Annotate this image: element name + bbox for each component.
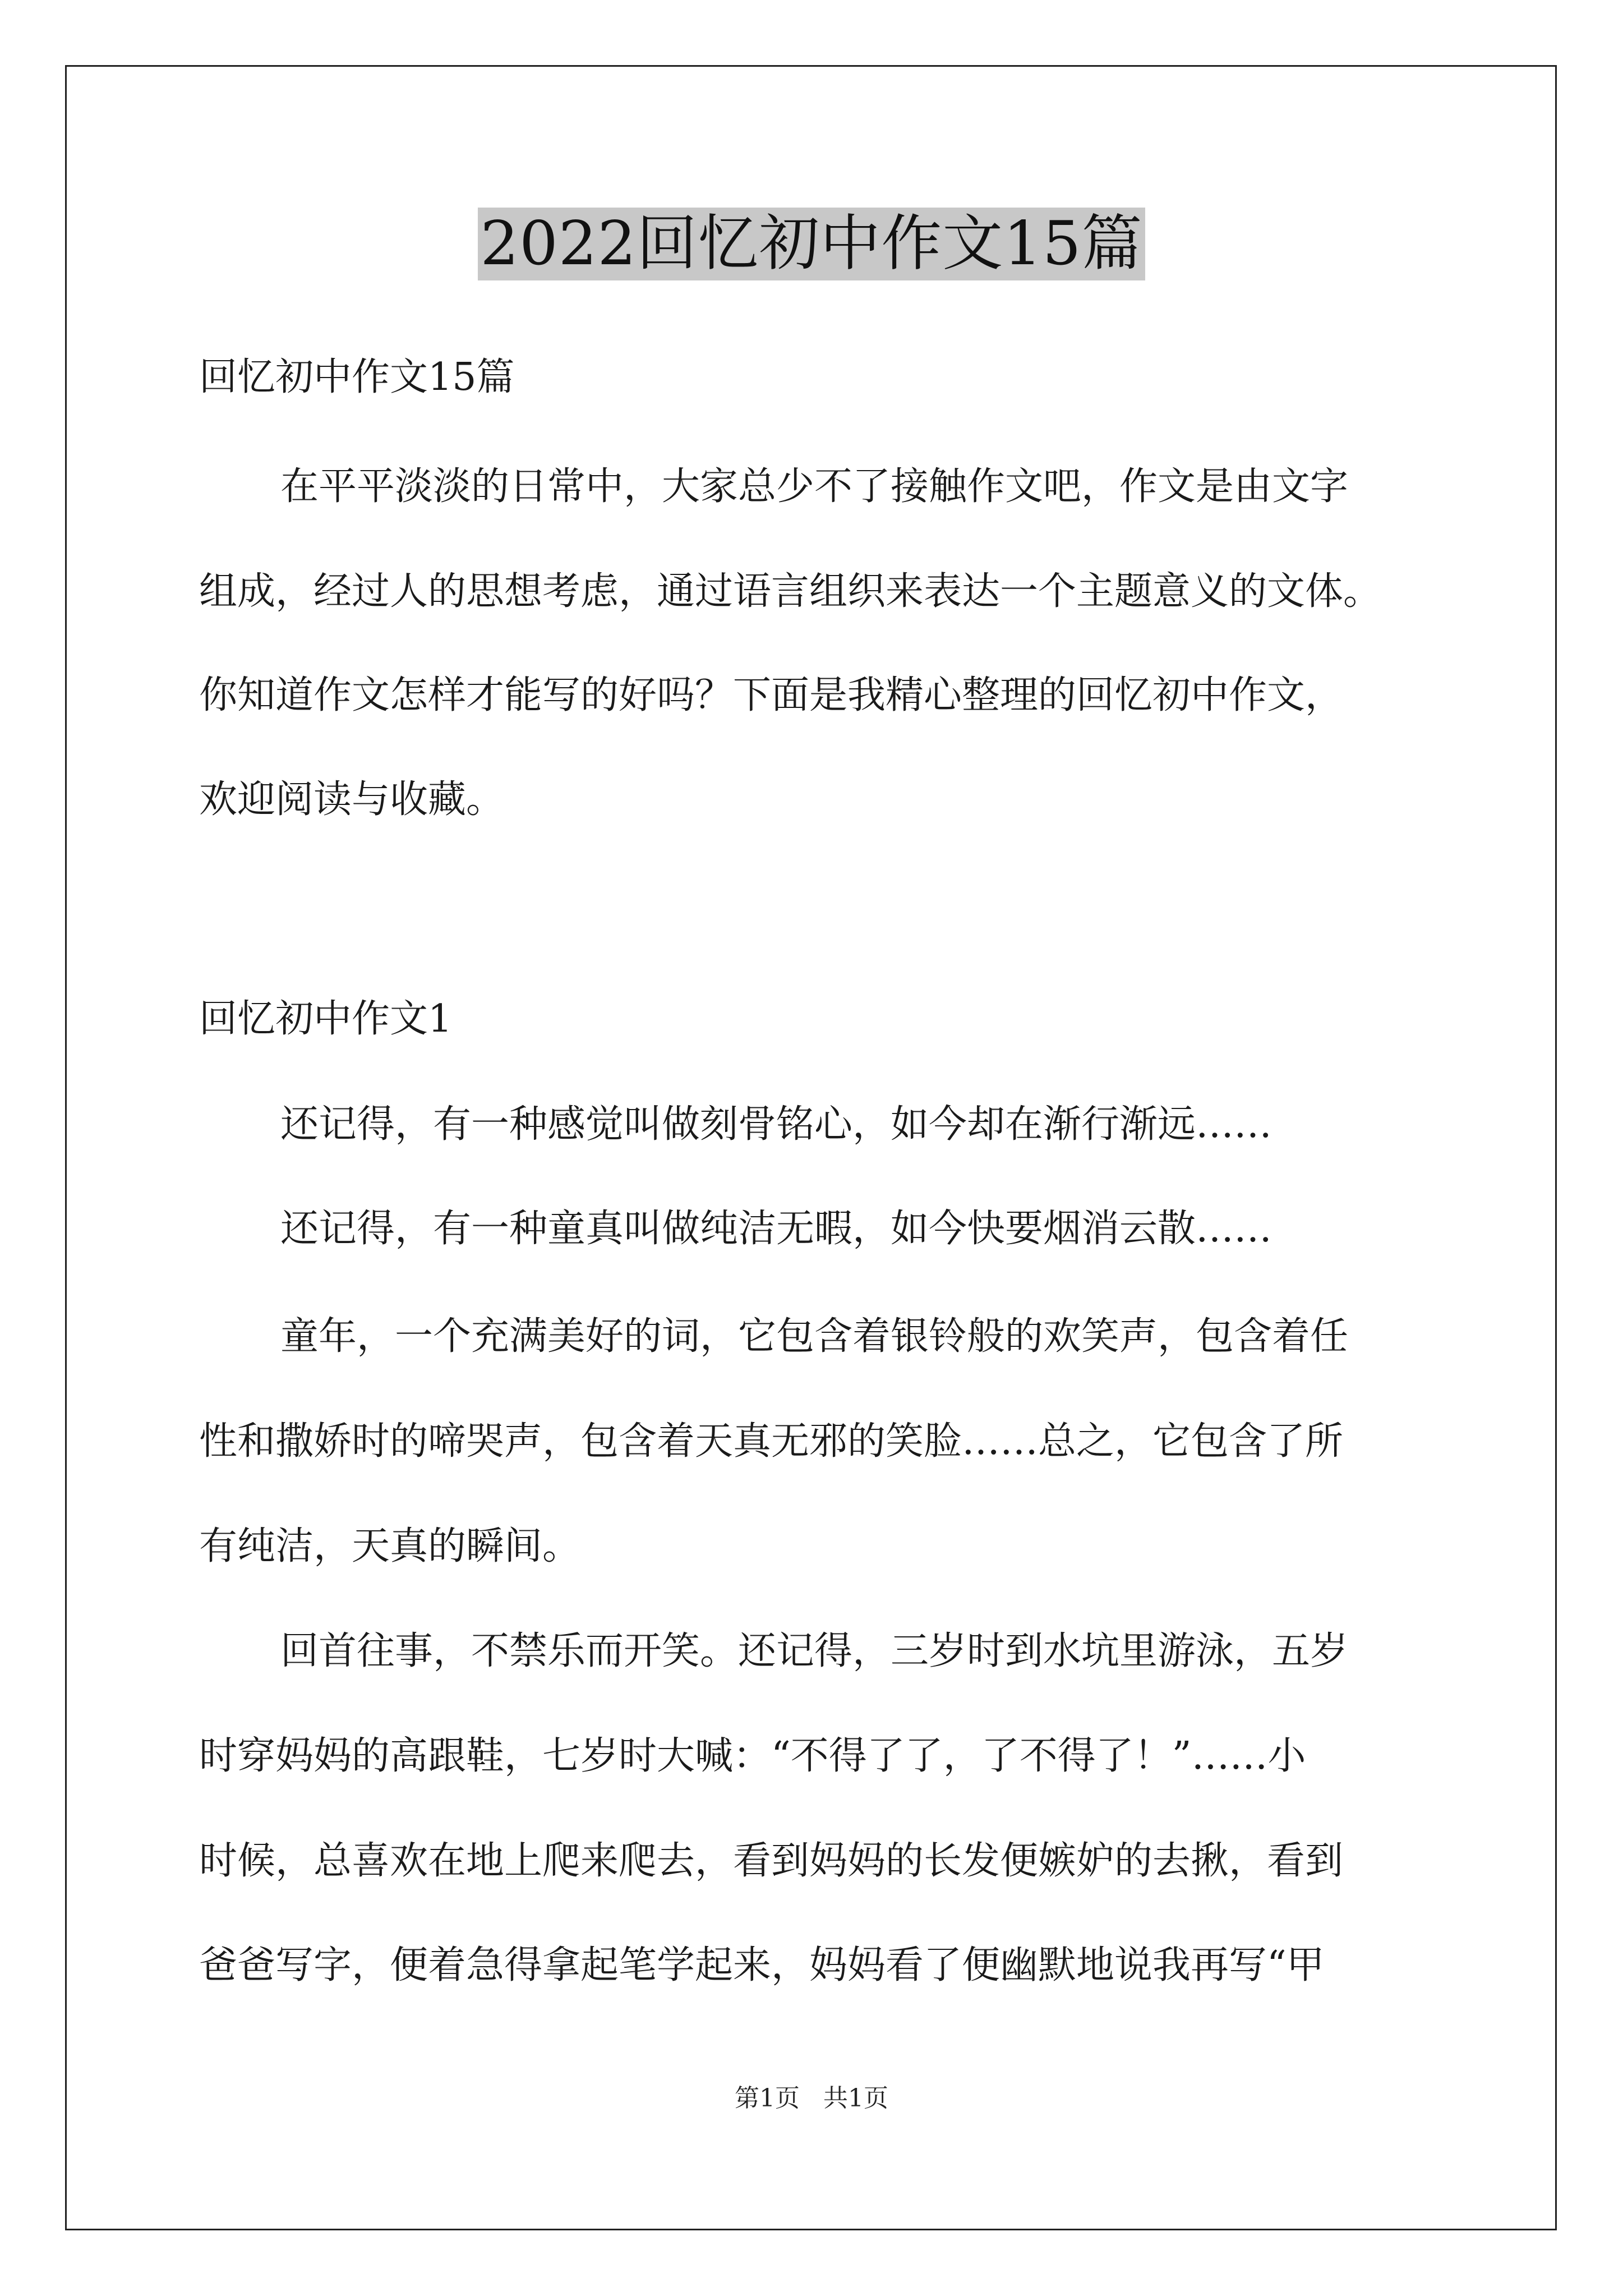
page-total: 共1页 (823, 2084, 888, 2113)
title-container (0, 208, 1623, 280)
section-heading-1: 回忆初中作文1 (199, 997, 453, 1041)
paragraph-line: 有纯洁，天真的瞬间。 (199, 1524, 581, 1568)
intro-line-2: 组成，经过人的思想考虑，通过语言组织来表达一个主题意义的文体。 (199, 569, 1382, 614)
page-number: 第1页 (735, 2084, 800, 2113)
document-title: 2022回忆初中作文15篇 (478, 208, 1145, 280)
paragraph-line: 性和撒娇时的啼哭声，包含着天真无邪的笑脸……总之，它包含了所 (199, 1419, 1344, 1464)
paragraph-line: 时穿妈妈的高跟鞋，七岁时大喊：“不得了了，了不得了！”……小 (199, 1734, 1306, 1778)
intro-line-4: 欢迎阅读与收藏。 (199, 777, 505, 822)
paragraph-line: 时候，总喜欢在地上爬来爬去，看到妈妈的长发便嫉妒的去揪，看到 (199, 1839, 1344, 1883)
page-footer (0, 2084, 1623, 2113)
intro-line-3: 你知道作文怎样才能写的好吗？下面是我精心整理的回忆初中作文， (199, 673, 1344, 717)
paragraph-line: 回首往事，不禁乐而开笑。还记得，三岁时到水坑里游泳，五岁 (280, 1629, 1349, 1673)
paragraph-line: 还记得，有一种感觉叫做刻骨铭心，如今却在渐行渐远…… (280, 1102, 1272, 1147)
paragraph-line: 还记得，有一种童真叫做纯洁无暇，如今快要烟消云散…… (280, 1207, 1272, 1251)
paragraph-line: 爸爸写字，便着急得拿起笔学起来，妈妈看了便幽默地说我再写“甲 (199, 1943, 1325, 1987)
subtitle-line: 回忆初中作文15篇 (199, 355, 515, 399)
intro-line-1: 在平平淡淡的日常中，大家总少不了接触作文吧，作文是由文字 (280, 464, 1349, 509)
paragraph-line: 童年，一个充满美好的词，它包含着银铃般的欢笑声，包含着任 (280, 1314, 1349, 1359)
